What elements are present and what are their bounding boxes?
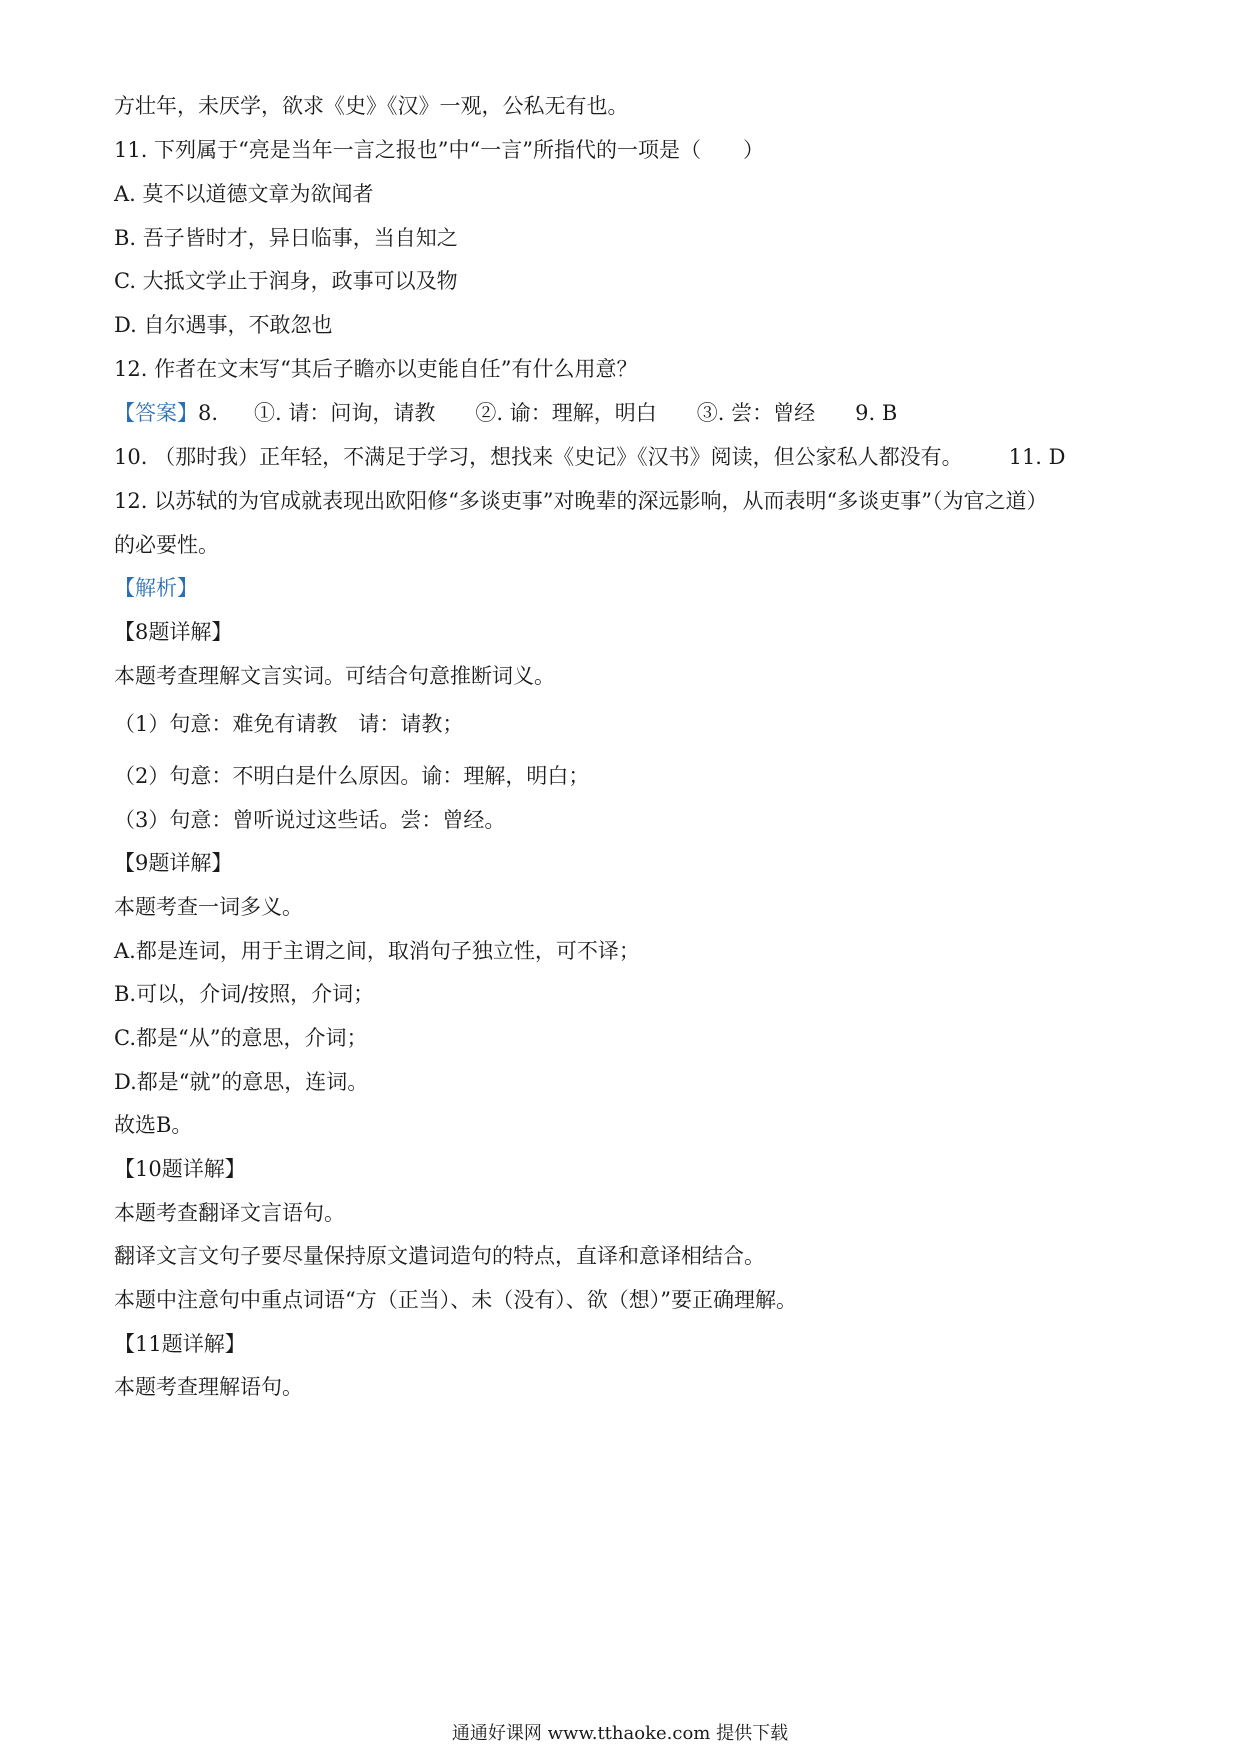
para-10-2: 本题中注意句中重点词语“方（正当）、未（没有）、欲（想）”要正确理解。: [114, 1288, 797, 1312]
para-10: 本题考查翻译文言语句。: [114, 1201, 345, 1225]
para-8-3: （3）句意：曾听说过这些话。尝：曾经。: [114, 808, 506, 832]
para-10-1: 翻译文言文句子要尽量保持原文遣词造句的特点，直译和意译相结合。: [114, 1244, 765, 1268]
page-footer: 通通好课网 www.tthaoke.com 提供下载: [451, 1723, 789, 1744]
passage-line: 方壮年，未厌学，欲求《史》《汉》一观，公私无有也。: [114, 94, 629, 118]
para-9-c: C.都是“从”的意思，介词；: [114, 1026, 368, 1050]
para-9-e: 故选B。: [114, 1113, 193, 1137]
heading-9: 【9题详解】: [114, 851, 233, 875]
answer-8-2: ②. 谕：理解，明白: [475, 401, 657, 425]
answer-label: 【答案】: [114, 401, 198, 425]
answer-9: 9. B: [855, 401, 898, 425]
para-8: 本题考查理解文言实词。可结合句意推断词义。: [114, 664, 555, 688]
option-c: C. 大抵文学止于润身，政事可以及物: [114, 269, 458, 293]
answer-line: [114, 399, 897, 427]
option-a: A. 莫不以道德文章为欲闻者: [114, 182, 374, 206]
answer-10: 10. （那时我）正年轻，不满足于学习，想找来《史记》《汉书》阅读，但公家私人都没有。: [114, 445, 963, 469]
answer-8: 8.: [198, 401, 219, 425]
answer-12b: 的必要性。: [114, 533, 219, 557]
question-11: 11. 下列属于“亮是当年一言之报也”中“一言”所指代的一项是（ ）: [114, 138, 765, 162]
answer-8-1: ①. 请：问询，请教: [254, 401, 436, 425]
heading-10: 【10题详解】: [114, 1157, 246, 1181]
heading-11: 【11题详解】: [114, 1332, 246, 1356]
para-9-a: A.都是连词，用于主谓之间，取消句子独立性，可不译；: [114, 939, 640, 963]
para-9-b: B.可以，介词/按照，介词；: [114, 982, 375, 1006]
para-11: 本题考查理解语句。: [114, 1375, 303, 1399]
option-b: B. 吾子皆时才，异日临事，当自知之: [114, 226, 458, 250]
answer-12a: 12. 以苏轼的为官成就表现出欧阳修“多谈吏事”对晚辈的深远影响，从而表明“多谈吏事”（为官之道）: [114, 489, 1048, 513]
analysis-label: 【解析】: [114, 576, 198, 600]
answer-8-3: ③. 尝：曾经: [696, 401, 816, 425]
option-d: D. 自尔遇事，不敢忽也: [114, 313, 333, 337]
para-9-d: D.都是“就”的意思，连词。: [114, 1070, 369, 1094]
answer-10-line: [114, 443, 1066, 471]
para-8-1: （1）句意：难免有请教 请：请教；: [114, 712, 464, 736]
answer-11: 11. D: [1008, 445, 1066, 469]
heading-8: 【8题详解】: [114, 620, 233, 644]
para-9: 本题考查一词多义。: [114, 895, 303, 919]
question-12: 12. 作者在文末写“其后子瞻亦以吏能自任”有什么用意？: [114, 357, 638, 381]
para-8-2: （2）句意：不明白是什么原因。谕：理解，明白；: [114, 764, 590, 788]
